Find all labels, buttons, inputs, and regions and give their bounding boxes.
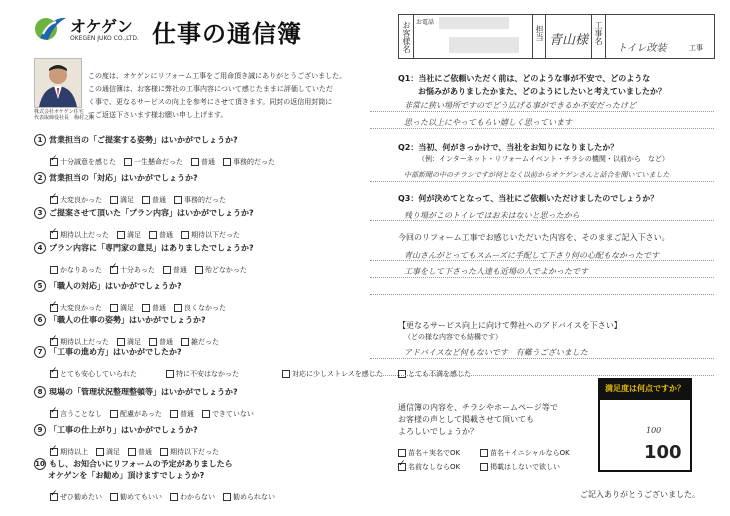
- option[interactable]: ✓ 十分あった: [110, 265, 155, 275]
- question-4: [34, 242, 255, 276]
- question-text: ご提案させて頂いた「プラン内容」はいかがでしょうか?: [49, 208, 254, 218]
- question-10: [34, 458, 283, 503]
- intro-text: この度は、オケゲンにリフォーム工事をご用命頂き誠にありがとうございました。 この通信簿は、お客様に弊社の工事内容について感じたままに評価していただ く事で、更なるサービスの向上を参考にさせて頂きます。同封の返信用封筒に てご返送下さいます様お願い申し上げます。: [88, 72, 347, 119]
- question-number: 7: [34, 346, 46, 358]
- option[interactable]: 事務的だった: [223, 157, 275, 167]
- checkbox-icon[interactable]: [128, 448, 136, 456]
- checkbox-icon[interactable]: [50, 266, 58, 274]
- option[interactable]: 普通: [191, 157, 215, 167]
- checked-box-icon[interactable]: [50, 231, 58, 239]
- option[interactable]: ✓期待以上だった: [50, 230, 109, 240]
- question-text: 営業担当の「対応」はいかがでしょうか?: [49, 173, 198, 183]
- question-5: [34, 280, 234, 314]
- question-text: 営業担当の「ご提案する姿勢」はいかがでしょうか?: [49, 135, 238, 145]
- score-label: 満足度は何点ですか？: [598, 378, 692, 400]
- question-number: 3: [34, 207, 46, 219]
- checkbox-icon[interactable]: [195, 266, 203, 274]
- checkbox-icon[interactable]: [96, 448, 104, 456]
- publish-option[interactable]: ✓名前なしならOK: [398, 462, 460, 472]
- question-text: 「工事の進め方」はいかがでしたか?: [49, 347, 182, 357]
- question-text: 現場の「管理状況整理整頓等」はいかがでしょうか?: [49, 387, 238, 397]
- checkbox-icon[interactable]: [149, 231, 157, 239]
- kouji-value: トイレ改装: [617, 43, 667, 54]
- checkbox-icon[interactable]: [174, 196, 182, 204]
- checked-box-icon[interactable]: [50, 338, 58, 346]
- checkbox-icon[interactable]: [202, 410, 210, 418]
- option[interactable]: 満足: [96, 447, 120, 457]
- option[interactable]: ✓大変良かった: [50, 195, 102, 205]
- checked-box-icon[interactable]: [110, 266, 118, 274]
- checkbox-icon[interactable]: [223, 493, 231, 501]
- option[interactable]: 期待以下だった: [160, 447, 219, 457]
- option-row: [34, 222, 254, 241]
- question-6: [34, 314, 227, 348]
- option[interactable]: 良くなかった: [174, 303, 226, 313]
- advice-answer: アドバイスなど何もないです 有難うございました: [404, 348, 588, 357]
- checked-box-icon[interactable]: [50, 410, 58, 418]
- option[interactable]: ✓とても安心していられた: [50, 369, 158, 379]
- kouji-label: 工事名: [594, 21, 603, 45]
- option[interactable]: ✓ぜひ勧めたい: [50, 492, 102, 502]
- option[interactable]: 満足: [110, 303, 134, 313]
- checkbox-icon[interactable]: [191, 158, 199, 166]
- checkbox-icon[interactable]: [223, 158, 231, 166]
- logo-brand: オケゲン: [70, 17, 133, 36]
- score-box: [598, 378, 692, 472]
- checkbox-icon[interactable]: [149, 338, 157, 346]
- option[interactable]: 普通: [170, 409, 194, 419]
- option-row: [34, 295, 234, 314]
- option-row: [34, 484, 283, 503]
- checkbox-icon[interactable]: [480, 449, 488, 457]
- page-title: 仕事の通信簿: [152, 20, 302, 48]
- checked-box-icon[interactable]: [50, 370, 58, 378]
- checkbox-icon[interactable]: [160, 448, 168, 456]
- question-2: [34, 172, 234, 206]
- tanto-label: 担当: [535, 25, 544, 41]
- checkbox-icon[interactable]: [480, 463, 488, 471]
- checkbox-icon[interactable]: [124, 158, 132, 166]
- q1-label-2: お悩みがありましたかまた、どのようにしたいと考えていましたか？: [418, 87, 666, 96]
- question-number: 1: [34, 134, 46, 146]
- checkbox-icon[interactable]: [181, 338, 189, 346]
- question-text: 「職人の対応」はいかがでしょうか?: [49, 281, 182, 291]
- question-number: 9: [34, 424, 46, 436]
- score-handwritten: 100: [646, 426, 662, 435]
- option[interactable]: 満足: [110, 195, 134, 205]
- publish-option[interactable]: 苗名＋実名でOK: [398, 448, 460, 458]
- checkbox-icon[interactable]: [142, 304, 150, 312]
- option-row: [34, 439, 227, 458]
- question-8: [34, 386, 262, 420]
- checkbox-icon[interactable]: [174, 304, 182, 312]
- q2-answer: 中部新聞の中のチラシですが何となく以前からオケゲンさんと話合を聞いていました: [404, 171, 670, 179]
- phone-label: お電話: [416, 19, 435, 26]
- advice-label: 【更なるサービス向上に向けて弊社へのアドバイスを下さい】: [398, 321, 622, 330]
- checkbox-icon[interactable]: [110, 493, 118, 501]
- option[interactable]: 一生懸命だった: [124, 157, 183, 167]
- option[interactable]: 満足: [117, 337, 141, 347]
- q2-label: Q2：当初、何がきっかけで、当社をお知りになりましたか？: [398, 143, 619, 152]
- question-text: プラン内容に「専門家の意見」はありましたでしょうか?: [49, 243, 254, 253]
- checkbox-icon[interactable]: [170, 410, 178, 418]
- option[interactable]: 殆どなかった: [195, 265, 247, 275]
- checkbox-icon[interactable]: [181, 231, 189, 239]
- option[interactable]: できていない: [202, 409, 254, 419]
- advice-sub: （どの様な内容でも結構です）: [404, 333, 502, 341]
- okegen-logo-icon: [34, 14, 68, 44]
- impression-answer-2: 工事をして下さった人達も近場の人でよかったです: [404, 267, 588, 276]
- checked-box-icon[interactable]: [50, 196, 58, 204]
- header-table: [398, 14, 715, 59]
- question-3: [34, 207, 254, 241]
- question-text: 「工事の仕上がり」はいかがでしょうか?: [49, 425, 198, 435]
- checkbox-icon[interactable]: [170, 493, 178, 501]
- option-row: [34, 361, 514, 380]
- question-1: [34, 134, 283, 168]
- option[interactable]: 期待以下だった: [181, 230, 240, 240]
- question-number: 10: [35, 460, 45, 468]
- checkbox-icon[interactable]: [110, 304, 118, 312]
- person-portrait-icon: [35, 59, 81, 107]
- option[interactable]: ✓大変良かった: [50, 303, 102, 313]
- question-text: もし、お知合いにリフォームの予定がありましたら: [49, 459, 233, 469]
- option[interactable]: わからない: [170, 492, 215, 502]
- question-text: 「職人の仕事の姿勢」はいかがでしょうか?: [49, 315, 206, 325]
- q1-answer-2: 思った以上にやってもらい嬉しく思っています: [404, 118, 572, 127]
- option[interactable]: ✓期待以上: [50, 447, 88, 457]
- option[interactable]: 普通: [142, 303, 166, 313]
- impression-label: 今回のリフォーム工事でお感じいただいた内容を、そのままご記入下さい。: [398, 233, 670, 242]
- question-number: 2: [34, 172, 46, 184]
- president-photo: [34, 58, 82, 108]
- q1-answer-1: 非常に狭い場所ですのでどう広げる事ができるか不安だったけど: [404, 101, 636, 110]
- option[interactable]: 事務的だった: [174, 195, 226, 205]
- question-text-2: オケゲンを「お勧め」頂けますでしょうか?: [48, 471, 205, 480]
- q3-label: Q3：何が決めてとなって、当社にご依頼いただけましたのでしょうか？: [398, 194, 659, 203]
- question-number: 8: [34, 386, 46, 398]
- q2-sub: （例：インターネット・リフォームイベント・チラシの機関・以前から など）: [418, 155, 669, 163]
- option[interactable]: ✓期待以上だった: [50, 337, 109, 347]
- option[interactable]: 普通: [163, 265, 187, 275]
- option[interactable]: 対応に少しストレスを感じた: [282, 369, 390, 379]
- checkbox-icon[interactable]: [142, 196, 150, 204]
- checked-box-icon[interactable]: [50, 448, 58, 456]
- publish-label: 通信簿の内容を、チラシやホームページ等で お客様の声として掲載させて頂いても よろしいでしょうか？: [398, 403, 558, 436]
- checked-box-icon[interactable]: [50, 304, 58, 312]
- checkbox-icon[interactable]: [163, 266, 171, 274]
- option[interactable]: 普通: [149, 230, 173, 240]
- question-9: [34, 424, 227, 458]
- option[interactable]: 特に不安はなかった: [166, 369, 274, 379]
- q3-answer: 残り場がこのトイレではお未はないと思ったから: [404, 211, 580, 220]
- option[interactable]: 普通: [128, 447, 152, 457]
- checkbox-icon[interactable]: [166, 370, 174, 378]
- company-logo: [34, 12, 146, 48]
- option[interactable]: かなりあった: [50, 265, 102, 275]
- checkbox-icon[interactable]: [110, 410, 118, 418]
- logo-sub: OKEGEN JUKO CO.,LTD.: [70, 35, 139, 42]
- option[interactable]: 配慮があった: [110, 409, 162, 419]
- option[interactable]: とても不満を感じた: [398, 369, 506, 379]
- option-row: [34, 149, 283, 168]
- checked-box-icon[interactable]: [50, 493, 58, 501]
- checked-box-icon[interactable]: [50, 158, 58, 166]
- thanks-text: ご記入ありがとうございました。: [580, 490, 700, 499]
- checkbox-icon[interactable]: [282, 370, 290, 378]
- option[interactable]: ✓言うことなし: [50, 409, 102, 419]
- q1-label: Q1：当社にご依頼いただく前は、どのような事が不安で、どのような: [398, 74, 651, 83]
- option[interactable]: 勧められない: [223, 492, 275, 502]
- question-number: 6: [34, 314, 46, 326]
- option-row: [34, 187, 234, 206]
- option[interactable]: 雑だった: [181, 337, 219, 347]
- question-number: 5: [34, 280, 46, 292]
- checkbox-icon[interactable]: [117, 231, 125, 239]
- option[interactable]: ✓十分誠意を感じた: [50, 157, 116, 167]
- score-value: 100: [644, 442, 682, 463]
- checkbox-icon[interactable]: [398, 370, 406, 378]
- president-name: 代表取締役社長 梅村之剛: [34, 115, 95, 121]
- customer-label: お客様名: [402, 21, 411, 53]
- kouji-suffix: 工事: [689, 44, 703, 52]
- question-number: 4: [34, 242, 46, 254]
- redacted-customer-info: [439, 17, 509, 29]
- checkbox-icon[interactable]: [398, 449, 406, 457]
- publish-option[interactable]: 苗名＋イニシャルならOK: [480, 448, 570, 458]
- publish-option[interactable]: 掲載はしないで欲しい: [480, 462, 560, 472]
- president-company: 株式会社オケゲン住宅: [34, 109, 84, 115]
- checkbox-icon[interactable]: [110, 196, 118, 204]
- option-row: [34, 401, 262, 420]
- checkbox-icon[interactable]: [117, 338, 125, 346]
- option[interactable]: 普通: [149, 337, 173, 347]
- option[interactable]: 普通: [142, 195, 166, 205]
- option-row: [34, 257, 255, 276]
- tanto-value: 青山様: [549, 33, 589, 48]
- impression-answer-1: 青山さんがとってもスムーズに手配して下さり何の心配もなかったです: [404, 251, 660, 260]
- redacted-customer-name: [449, 37, 519, 53]
- option[interactable]: 勧めてもいい: [110, 492, 162, 502]
- option[interactable]: 満足: [117, 230, 141, 240]
- checked-box-icon[interactable]: [398, 463, 406, 471]
